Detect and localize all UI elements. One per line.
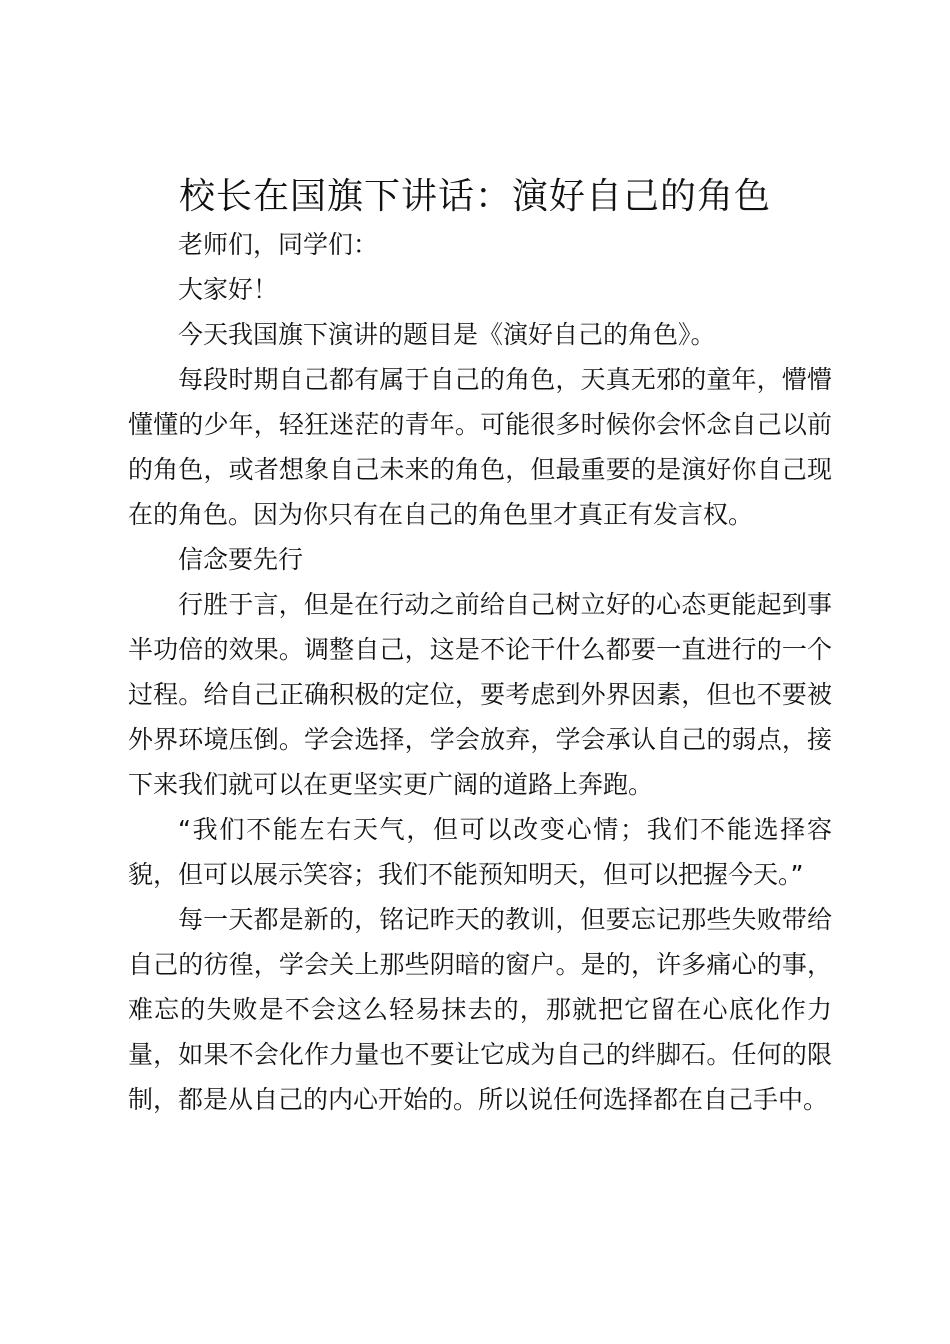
paragraph-greeting: 老师们，同学们： xyxy=(178,230,379,259)
paragraph-action: 行胜于言，但是在行动之前给自己树立好的心态更能起到事半功倍的效果。调整自己，这是不论干什么都要一直进行的一个过程。给自己正确积极的定位，要考虑到外界因素，但也不要被外界环境压倒。学会选择，学会放弃，学会承认自己的弱点，接下来我们就可以在更坚实更广阔的道路上奔跑。 xyxy=(128,590,832,799)
section-heading-belief: 信念要先行 xyxy=(178,545,304,574)
paragraph-hello: 大家好！ xyxy=(178,275,279,304)
paragraph-quote: “我们不能左右天气，但可以改变心情；我们不能选择容貌，但可以展示笑容；我们不能预知明天，但可以把握今天。” xyxy=(128,815,832,889)
paragraph-topic: 今天我国旗下演讲的题目是《演好自己的角色》。 xyxy=(178,320,716,349)
paragraph-roles: 每段时期自己都有属于自己的角色，天真无邪的童年，懵懵懂懂的少年，轻狂迷茫的青年。可能很多时候你会怀念自己以前的角色，或者想象自己未来的角色，但最重要的是演好你自己现在的角色。因为你只有在自己的角色里才真正有发言权。 xyxy=(128,365,832,529)
document-title: 校长在国旗下讲话：演好自己的角色 xyxy=(178,176,771,217)
document-body xyxy=(128,222,832,1122)
paragraph-everyday: 每一天都是新的，铭记昨天的教训，但要忘记那些失败带给自己的彷徨，学会关上那些阴暗的窗户。是的，许多痛心的事，难忘的失败是不会这么轻易抹去的，那就把它留在心底化作力量，如果不会化作力量也不要让它成为自己的绊脚石。任何的限制，都是从自己的内心开始的。所以说任何选择都在自己手中。 xyxy=(128,905,832,1114)
